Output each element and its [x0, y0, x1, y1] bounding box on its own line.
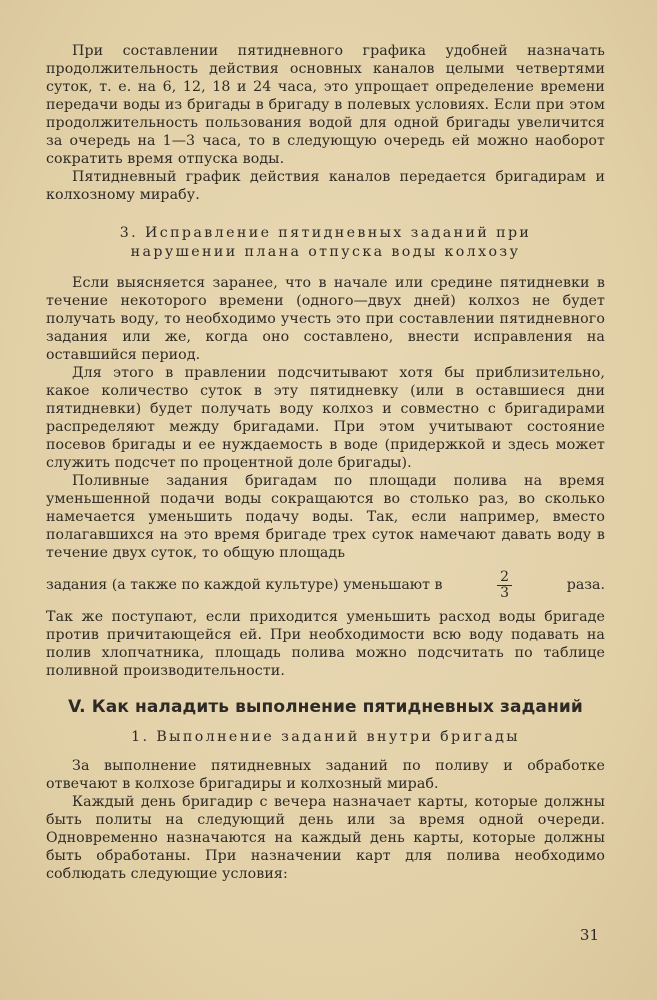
section-heading-corrections: [46, 224, 605, 262]
paragraph-reduced-tasks: Поливные задания бригадам по площади полива на время уменьшенной подачи воды сокращаются во столько раз, во сколько намечается уменьшить подачу воды. Так, если например, вместо полагавшихся на это время бригаде трех суток намечают давать воду в течение двух суток, то общую площадь: [46, 473, 605, 561]
paragraph-same-procedure: Так же поступают, если приходится уменьшить расход воды бригаде против причитающейся ей. При необходимости всю воду подавать на полив хлопчатника, площадь полива можно подсчитать по таблице поливной производительности.: [46, 609, 605, 679]
fraction-two-thirds: [497, 570, 512, 601]
fraction-denominator: 3: [500, 584, 510, 601]
chapter-heading: V. Как наладить выполнение пятидневных заданий: [68, 697, 583, 717]
section-heading-line-2: нарушении плана отпуска воды колхозу: [130, 244, 521, 260]
paragraph-responsibility: За выполнение пятидневных заданий по поливу и обработке отвечают в колхозе бригадиры и колхозный мираб.: [46, 758, 605, 792]
paragraph-schedule-duration: При составлении пятидневного графика удобней назначать продолжительность действия основных каналов целыми четвертями суток, т. е. на 6, 12, 18 и 24 часа, это упрощает определение времени передачи воды из бригады в бригаду в полевых условиях. Если при этом продолжительность пользования водой для одной бригады увеличится за очередь на 1—3 часа, то в следующую очередь ей можно наоборот сократить время отпуска воды.: [46, 43, 605, 167]
section-heading-brigade: 1. Выполнение заданий внутри бригады: [131, 729, 520, 745]
fraction-numerator: 2: [497, 570, 512, 586]
page-number: 31: [579, 926, 599, 944]
section-heading-line-1: 3. Исправление пятидневных заданий при: [119, 225, 532, 241]
paragraph-daily-assignment: Каждый день бригадир с вечера назначает карты, которые должны быть политы на следующий день или за время одной очереди. Одновременно назначаются на каждый день карты, которые должны быть обработаны. При назначении карт для полива необходимо соблюдать следующие условия:: [46, 794, 605, 882]
paragraph-water-interruption: Если выясняется заранее, что в начале или средине пятидневки в течение некоторого времени (одного—двух дней) колхоз не будет получать воду, то необходимо учесть это при составлении пятидневного задания или же, когда оно составлено, внести исправления на оставшийся период.: [46, 275, 605, 363]
fraction-line-text: задания (а также по каждой культуре) уменьшают в: [46, 577, 443, 593]
paragraph-board-calculation: Для этого в правлении подсчитывают хотя бы приблизительно, какое количество суток в эту пятидневку (или в оставшиеся дни пятидневки) будет получать воду колхоз и совместно с бригадирами распределяют между бригадами. При этом учитывают состояние посевов бригады и ее нуждаемость в воде (придержкой и здесь может служить подсчет по процентной доле бригады).: [46, 365, 605, 471]
fraction-line: [46, 564, 605, 606]
paragraph-schedule-transfer: Пятидневный график действия каналов передается бригадирам и колхозному мирабу.: [46, 169, 605, 203]
fraction-line-end: раза.: [566, 577, 605, 593]
